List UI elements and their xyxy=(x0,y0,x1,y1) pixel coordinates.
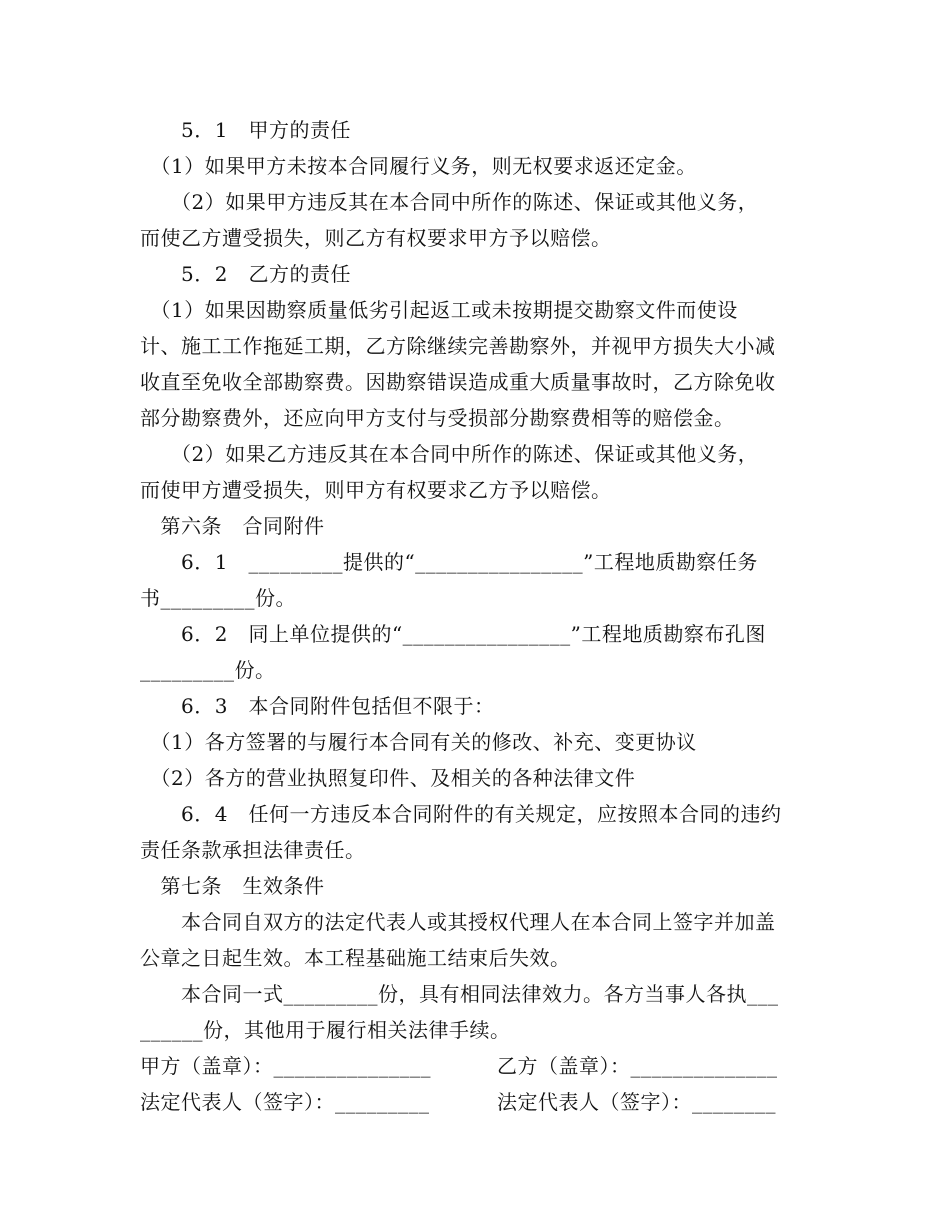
paragraph-line: _________份。 xyxy=(140,658,276,682)
paragraph-line: 责任条款承担法律责任。 xyxy=(140,838,366,862)
paragraph-line: 计、施工工作拖延工期，乙方除继续完善勘察外，并视甲方损失大小减 xyxy=(140,334,776,358)
paragraph-line: （1）如果甲方未按本合同履行义务，则无权要求返还定金。 xyxy=(140,154,697,178)
paragraph-line: 本合同一式_________份，具有相同法律效力。各方当事人各执___ xyxy=(140,982,779,1006)
paragraph-line: 部分勘察费外，还应向甲方支付与受损部分勘察费相等的赔偿金。 xyxy=(140,406,735,430)
paragraph-line: 本合同自双方的法定代表人或其授权代理人在本合同上签字并加盖 xyxy=(140,910,776,934)
paragraph-line: （1）各方签署的与履行本合同有关的修改、补充、变更协议 xyxy=(140,730,697,754)
section-5-1-heading: 5．1 甲方的责任 xyxy=(140,118,351,142)
paragraph-line: 6．2 同上单位提供的“________________”工程地质勘察布孔图 xyxy=(140,622,766,646)
party-b-representative-line: 法定代表人（签字）：________ xyxy=(497,1090,776,1114)
paragraph-line: 收直至免收全部勘察费。因勘察错误造成重大质量事故时，乙方除免收 xyxy=(140,370,776,394)
paragraph-line: 书_________份。 xyxy=(140,586,296,610)
paragraph-line: （1）如果因勘察质量低劣引起返工或未按期提交勘察文件而使设 xyxy=(140,298,738,322)
article-6-heading: 第六条 合同附件 xyxy=(140,514,325,538)
party-b-seal-line: 乙方（盖章）：______________ xyxy=(497,1054,778,1078)
paragraph-line: 而使甲方遭受损失，则甲方有权要求乙方予以赔偿。 xyxy=(140,478,612,502)
party-a-seal-line: 甲方（盖章）：_______________ xyxy=(140,1054,431,1078)
paragraph-line: 6．3 本合同附件包括但不限于： xyxy=(140,694,495,718)
paragraph-line: （2）如果乙方违反其在本合同中所作的陈述、保证或其他义务， xyxy=(140,442,759,466)
paragraph-line: 6．1 _________提供的“________________”工程地质勘察任务 xyxy=(140,550,758,574)
paragraph-line: （2）如果甲方违反其在本合同中所作的陈述、保证或其他义务， xyxy=(140,190,759,214)
article-7-heading: 第七条 生效条件 xyxy=(140,874,325,898)
paragraph-line: ______份，其他用于履行相关法律手续。 xyxy=(140,1018,511,1042)
party-a-representative-line: 法定代表人（签字）：_________ xyxy=(140,1090,430,1114)
paragraph-line: 而使乙方遭受损失，则乙方有权要求甲方予以赔偿。 xyxy=(140,226,612,250)
section-5-2-heading: 5．2 乙方的责任 xyxy=(140,262,351,286)
paragraph-line: （2）各方的营业执照复印件、及相关的各种法律文件 xyxy=(140,766,636,790)
paragraph-line: 6．4 任何一方违反本合同附件的有关规定，应按照本合同的违约 xyxy=(140,802,782,826)
paragraph-line: 公章之日起生效。本工程基础施工结束后失效。 xyxy=(140,946,571,970)
